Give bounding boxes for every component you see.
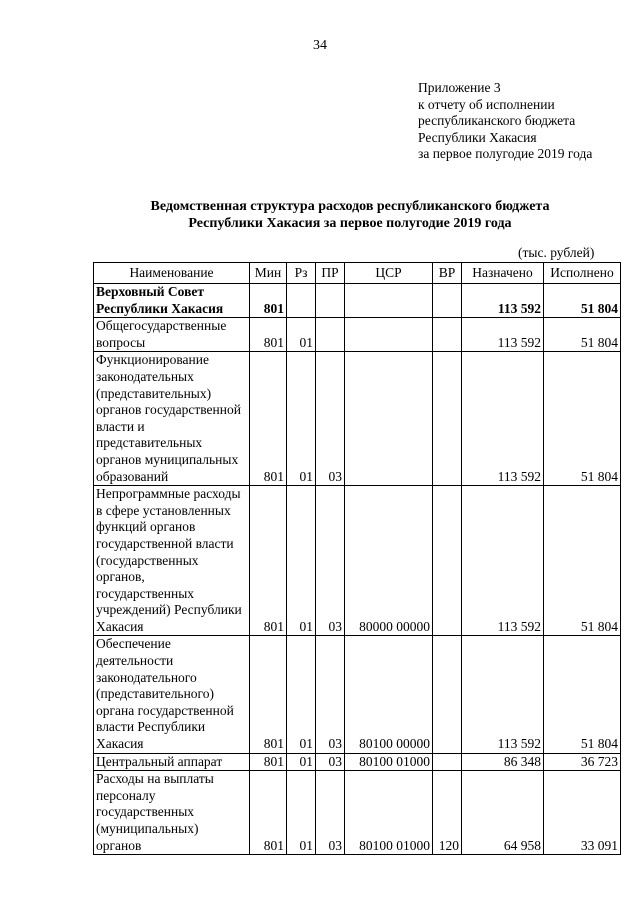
- header-rz: Рз: [287, 263, 316, 284]
- cell-vr: [433, 636, 462, 753]
- cell-name-line: Расходы на выплаты: [96, 771, 214, 787]
- cell-name-line: законодательных: [96, 368, 194, 384]
- cell-executed: 51 804: [544, 352, 621, 486]
- cell-executed: 36 723: [544, 753, 621, 771]
- table-row: [94, 753, 621, 771]
- cell-executed: 51 804: [544, 318, 621, 352]
- page-number: 34: [313, 38, 327, 53]
- cell-name-line: Верховный Совет: [96, 284, 204, 299]
- header-assigned: Назначено: [462, 263, 544, 284]
- cell-pr: 03: [316, 753, 345, 771]
- cell-name-line: Функционирование: [96, 352, 209, 368]
- cell-rz: [287, 284, 316, 318]
- cell-vr: [433, 352, 462, 486]
- cell-name-line: Хакасия: [96, 736, 144, 752]
- header-csr: ЦСР: [345, 263, 433, 284]
- appendix-line: Приложение 3: [418, 80, 501, 95]
- cell-executed: 51 804: [544, 284, 621, 318]
- cell-pr: 03: [316, 636, 345, 753]
- table-row: [94, 318, 621, 352]
- cell-name-line: (представительного): [96, 686, 215, 702]
- cell-name-line: деятельности: [96, 653, 174, 669]
- cell-name: [94, 352, 250, 486]
- cell-name-line: Общегосударственные: [96, 318, 227, 334]
- cell-rz: 01: [287, 636, 316, 753]
- cell-rz: 01: [287, 318, 316, 352]
- cell-name-line: органов государственной: [96, 402, 241, 418]
- cell-name-line: (государственных: [96, 552, 199, 568]
- table-row: [94, 771, 621, 855]
- title-line: Ведомственная структура расходов республиканского бюджета: [150, 199, 550, 214]
- cell-name-line: функций органов: [96, 519, 196, 535]
- cell-pr: 03: [316, 486, 345, 636]
- cell-pr: [316, 284, 345, 318]
- cell-csr: 80000 00000: [345, 486, 433, 636]
- cell-name-line: вопросы: [96, 334, 146, 350]
- title-line: Республики Хакасия за первое полугодие 2019 года: [188, 216, 512, 231]
- cell-name-line: государственных: [96, 804, 195, 820]
- table-row: [94, 352, 621, 486]
- cell-assigned: 64 958: [462, 771, 544, 855]
- cell-vr: [433, 753, 462, 771]
- cell-name: [94, 486, 250, 636]
- cell-min: 801: [250, 636, 287, 753]
- cell-name-line: Центральный аппарат: [96, 753, 223, 769]
- cell-name-line: Хакасия: [96, 618, 144, 634]
- cell-pr: [316, 318, 345, 352]
- cell-name-line: органов,: [96, 569, 145, 585]
- cell-name-line: учреждений) Республики: [96, 602, 242, 618]
- header-name: Наименование: [94, 263, 250, 284]
- cell-vr: 120: [433, 771, 462, 855]
- table-body: [94, 284, 621, 855]
- cell-assigned: 113 592: [462, 318, 544, 352]
- cell-name-line: представительных: [96, 435, 203, 451]
- cell-csr: [345, 318, 433, 352]
- cell-min: 801: [250, 753, 287, 771]
- cell-assigned: 113 592: [462, 352, 544, 486]
- cell-min: 801: [250, 771, 287, 855]
- cell-assigned: 86 348: [462, 753, 544, 771]
- cell-rz: 01: [287, 352, 316, 486]
- cell-name-line: образований: [96, 468, 169, 484]
- cell-vr: [433, 318, 462, 352]
- header-executed: Исполнено: [544, 263, 621, 284]
- cell-name-line: органа государственной: [96, 702, 234, 718]
- cell-min: 801: [250, 486, 287, 636]
- cell-name-line: власти Республики: [96, 719, 206, 735]
- table-row: [94, 636, 621, 753]
- cell-rz: 01: [287, 753, 316, 771]
- cell-csr: 80100 00000: [345, 636, 433, 753]
- table-header-row: [94, 263, 621, 284]
- table-row: [94, 284, 621, 318]
- cell-pr: 03: [316, 352, 345, 486]
- cell-executed: 33 091: [544, 771, 621, 855]
- cell-name: [94, 636, 250, 753]
- header-min: Мин: [250, 263, 287, 284]
- header-pr: ПР: [316, 263, 345, 284]
- cell-vr: [433, 486, 462, 636]
- cell-name: [94, 753, 250, 771]
- cell-min: 801: [250, 318, 287, 352]
- cell-vr: [433, 284, 462, 318]
- cell-csr: [345, 352, 433, 486]
- cell-name-line: органов муниципальных: [96, 451, 239, 467]
- cell-executed: 51 804: [544, 636, 621, 753]
- expenditure-table: [93, 262, 621, 855]
- table-row: [94, 486, 621, 636]
- cell-name: [94, 318, 250, 352]
- cell-name-line: органов: [96, 837, 142, 853]
- header-vr: ВР: [433, 263, 462, 284]
- cell-rz: 01: [287, 486, 316, 636]
- cell-min: 801: [250, 284, 287, 318]
- cell-assigned: 113 592: [462, 284, 544, 318]
- appendix-line: республиканского бюджета: [418, 113, 576, 128]
- cell-name-line: государственной власти: [96, 535, 234, 551]
- cell-csr: [345, 284, 433, 318]
- cell-rz: 01: [287, 771, 316, 855]
- appendix-note: [418, 80, 592, 163]
- units-label: (тыс. рублей): [518, 245, 595, 260]
- cell-assigned: 113 592: [462, 486, 544, 636]
- cell-name-line: Непрограммные расходы: [96, 486, 241, 502]
- appendix-line: к отчету об исполнении: [418, 96, 555, 112]
- cell-csr: 80100 01000: [345, 771, 433, 855]
- cell-min: 801: [250, 352, 287, 486]
- cell-name-line: государственных: [96, 585, 195, 601]
- cell-name-line: (муниципальных): [96, 821, 199, 836]
- cell-csr: 80100 01000: [345, 753, 433, 771]
- cell-name-line: Республики Хакасия: [96, 300, 224, 316]
- cell-name-line: Обеспечение: [96, 636, 171, 652]
- appendix-line: за первое полугодие 2019 года: [418, 146, 593, 161]
- cell-name-line: (представительных): [96, 385, 212, 401]
- cell-name: [94, 771, 250, 855]
- document-title: [0, 198, 640, 232]
- cell-name-line: в сфере установленных: [96, 502, 231, 518]
- cell-name: [94, 284, 250, 318]
- cell-name-line: власти и: [96, 418, 145, 434]
- appendix-line: Республики Хакасия: [418, 129, 537, 145]
- cell-pr: 03: [316, 771, 345, 855]
- cell-name-line: персоналу: [96, 787, 156, 803]
- cell-name-line: законодательного: [96, 669, 197, 685]
- cell-assigned: 113 592: [462, 636, 544, 753]
- cell-executed: 51 804: [544, 486, 621, 636]
